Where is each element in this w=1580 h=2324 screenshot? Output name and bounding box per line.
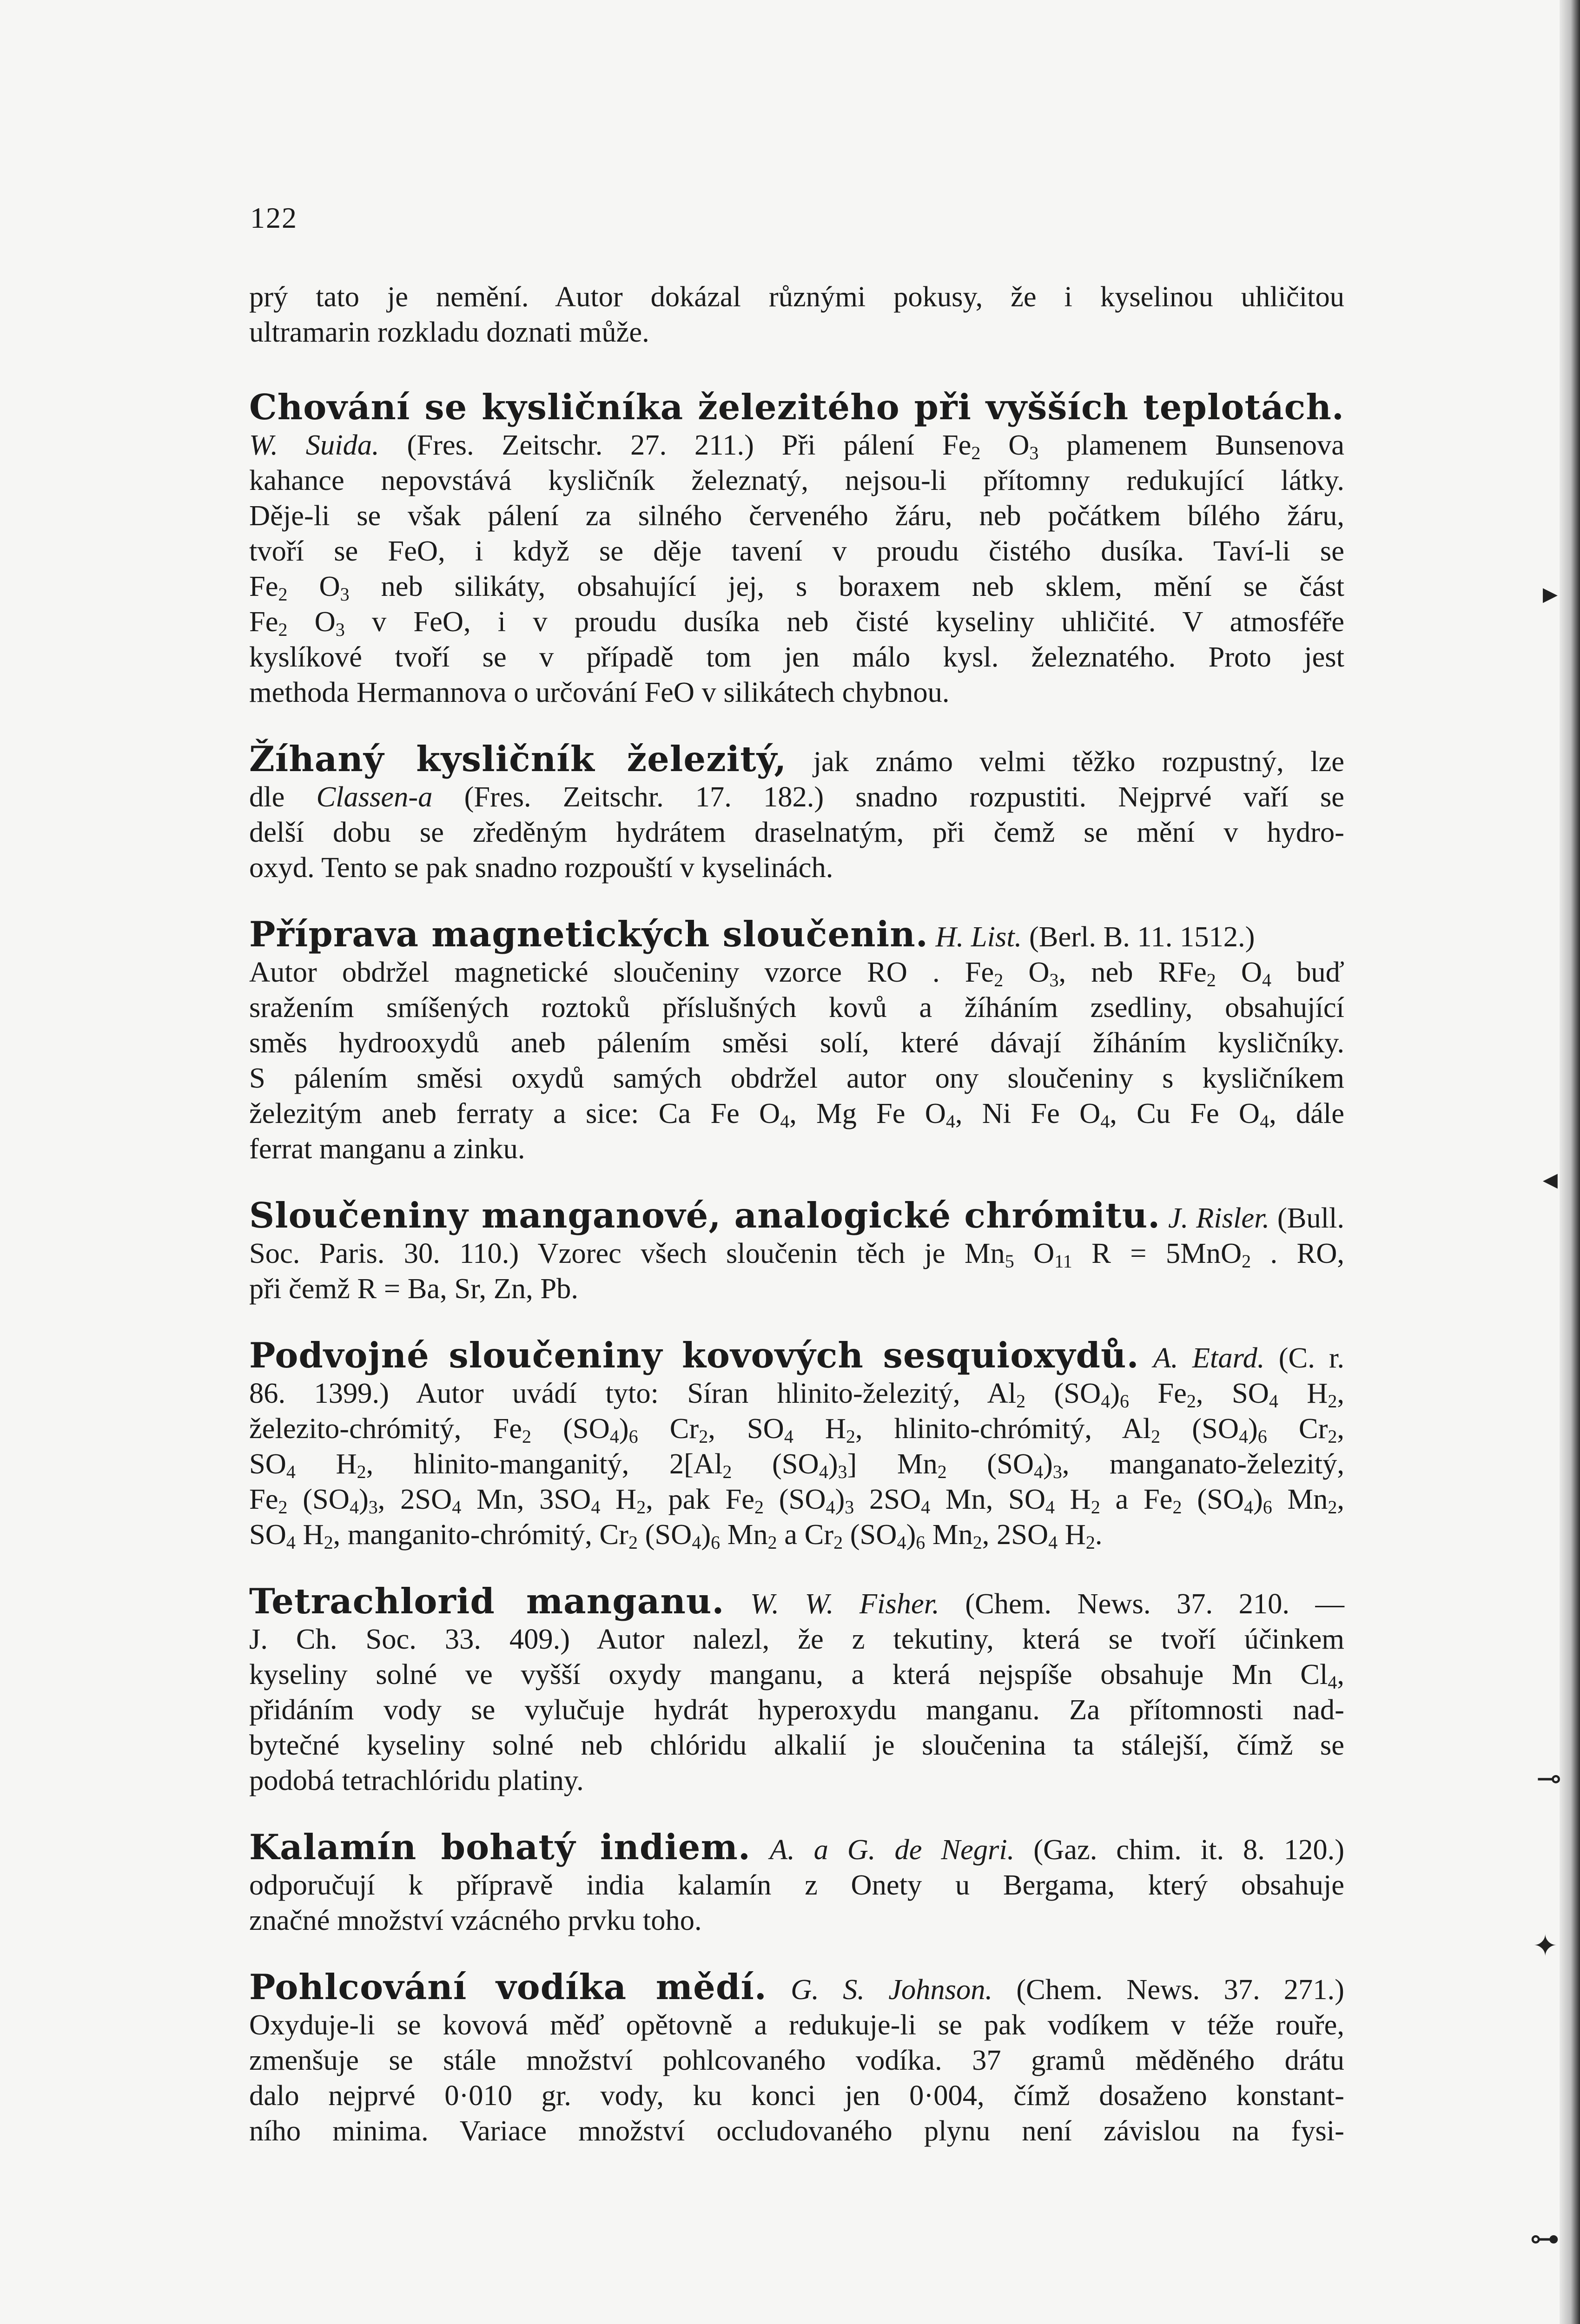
- text-line: kyseliny solné ve vyšší oxydy manganu, a která nejspíše obsahuje Mn $Cl_4$,: [249, 1658, 1344, 1693]
- text-line: prý tato je nemění. Autor dokázal různými pokusy, že i kyselinou uhličitou: [249, 280, 1344, 313]
- text-line: dle Classen-a (Fres. Zeitschr. 17. 182.) snadno rozpustiti. Nejprvé vaří se: [249, 780, 1345, 813]
- heading-line: Kalamín bohatý indiem. A. a G. de Negri. (Gaz. chim. it. 8. 120.): [249, 1827, 1345, 1868]
- text-line: železito-chrómitý, $Fe_2$ $(SO_4)_6$ $Cr_2$, $SO_4$ $H_2$, hlinito-chrómitý, $Al_2$ $(SO_4)_6$ $Cr_2$,: [249, 1412, 1345, 1447]
- text-line: směs hydrooxydů aneb pálením směsi solí, které dávají žíháním kysličníky.: [249, 1026, 1344, 1059]
- text-line: $Fe_2$ $O_3$ v FeO, i v proudu dusíka neb čisté kyseliny uhličité. V atmosféře: [249, 605, 1345, 640]
- text-line: podobá tetrachlóridu platiny.: [249, 1764, 584, 1796]
- section-heading: Pohlcování vodíka mědí.: [249, 1967, 767, 2007]
- text-line: odporučují k přípravě india kalamín z Onety u Bergama, který obsahuje: [249, 1868, 1344, 1901]
- author-name: A. a G. de Negri.: [769, 1833, 1015, 1866]
- text-line: Děje-li se však pálení za silného červeného žáru, neb počátkem bílého žáru,: [249, 499, 1344, 532]
- text-line: bytečné kyseliny solné neb chlóridu alkalií je sloučenina ta stálejší, čímž se: [249, 1729, 1344, 1761]
- section-heading: Sloučeniny manganové, analogické chrómitu.: [249, 1195, 1161, 1236]
- section-indium-rich-calamine: [249, 1829, 1344, 1938]
- edge-mark-3: ⊸: [1536, 1762, 1561, 1796]
- text-line: J. Ch. Soc. 33. 409.) Autor nalezl, že z tekutiny, která se tvoří účinkem: [249, 1623, 1344, 1655]
- text-line: při čemž R = Ba, Sr, Zn, Pb.: [249, 1272, 579, 1305]
- edge-mark-2: ◂: [1542, 1162, 1558, 1196]
- author-name: G. S. Johnson.: [791, 1973, 993, 2006]
- text-line: ferrat manganu a zinku.: [249, 1132, 525, 1165]
- text-line: ultramarin rozkladu doznati může.: [249, 316, 649, 348]
- text-line: ního minima. Variace množství occludovaného plynu není závislou na fysi-: [249, 2114, 1344, 2147]
- section-heading: Příprava magnetických sloučenin.: [249, 914, 928, 955]
- text-line: značné množství vzácného prvku toho.: [249, 1904, 702, 1936]
- heading-line: Příprava magnetických sloučenin. H. List. (Berl. B. 11. 1512.): [249, 914, 1255, 955]
- author-name: W. Suida.: [249, 429, 379, 461]
- edge-mark-1: ▸: [1542, 576, 1558, 611]
- section-heading: Chování se kysličníka železitého při vyšších teplotách.: [249, 387, 1344, 428]
- text-line: kyslíkové tvoří se v případě tom jen málo kysl. železnatého. Proto jest: [249, 640, 1344, 673]
- author-name: A. Etard.: [1153, 1341, 1265, 1374]
- heading-line: Podvojné sloučeniny kovových sesquioxydů. A. Etard. (C. r.: [249, 1335, 1344, 1376]
- text-line: zmenšuje se stále množství pohlcovaného vodíka. 37 gramů měděného drátu: [249, 2044, 1344, 2076]
- text-line: $Fe_2$ $(SO_4)_3$, $2SO_4$ Mn, $3SO_4$ $H_2$, pak $Fe_2$ $(SO_4)_3$ $2SO_4$ Mn, $SO_4$ $H_2$ a $Fe_2$ $(SO_4)_6$ $Mn_2$,: [249, 1483, 1344, 1518]
- section-double-sesquioxide-compounds: [249, 1335, 1345, 1553]
- text-line: 86. 1399.) Autor uvádí tyto: Síran hlinito-železitý, $Al_2$ $(SO_4)_6$ $Fe_2$, $SO_4$ $H_2$,: [249, 1377, 1344, 1412]
- section-heading: Kalamín bohatý indiem.: [249, 1827, 751, 1868]
- continued-paragraph: [249, 279, 1344, 350]
- text-line: $Fe_2$ $O_3$ neb silikáty, obsahující jej, s boraxem neb sklem, mění se část: [249, 570, 1344, 605]
- section-magnetic-compounds: [249, 914, 1345, 1166]
- section-heading: Podvojné sloučeniny kovových sesquioxydů.: [249, 1335, 1139, 1376]
- section-heading: Tetrachlorid manganu.: [249, 1581, 725, 1622]
- author-name: W. W. Fisher.: [750, 1587, 939, 1620]
- heading-line: Pohlcování vodíka mědí. G. S. Johnson. (Chem. News. 37. 271.): [249, 1967, 1344, 2007]
- section-heading: Žíhaný kysličník železitý,: [249, 739, 787, 779]
- text-line: tvoří se FeO, i když se děje tavení v proudu čistého dusíka. Taví-li se: [249, 535, 1344, 567]
- text-line: $SO_4$ $H_2$, manganito-chrómitý, $Cr_2$ $(SO_4)_6$ $Mn_2$ a $Cr_2$ $(SO_4)_6$ $Mn_2$, $2SO_4$ $H_2$.: [249, 1518, 1103, 1553]
- text-line: dalo nejprvé 0·010 gr. vody, ku konci jen 0·004, čímž dosaženo konstant-: [249, 2079, 1344, 2112]
- text-line: Oxyduje-li se kovová měď opětovně a redukuje-li se pak vodíkem v téže rouře,: [249, 2008, 1344, 2041]
- heading-line: Sloučeniny manganové, analogické chrómitu. J. Risler. (Bull.: [249, 1195, 1345, 1236]
- section-manganese-chromite-analogues: [249, 1195, 1345, 1306]
- author-name: Classen-a: [316, 780, 433, 813]
- author-name: J. Risler.: [1168, 1202, 1270, 1234]
- page-number: 122: [250, 201, 297, 234]
- section-manganese-tetrachloride: [249, 1581, 1344, 1798]
- section-hematite-heating: [249, 387, 1345, 710]
- edge-mark-4: ✦: [1533, 1929, 1558, 1963]
- text-line: kahance nepovstává kysličník železnatý, nejsou-li přítomny redukující látky.: [249, 464, 1344, 496]
- section-hydrogen-absorption-copper: [249, 1969, 1344, 2148]
- text-line: oxyd. Tento se pak snadno rozpouští v kyselinách.: [249, 851, 833, 884]
- text-line: $SO_4$ $H_2$, hlinito-manganitý, $2[Al_2$ $(SO_4)_3$] $Mn_2$ $(SO_4)_3$, manganato-železitý,: [249, 1447, 1344, 1482]
- text-line: sražením smíšených roztoků příslušných kovů a žíháním zsedliny, obsahující: [249, 991, 1344, 1023]
- text-line: W. Suida. (Fres. Zeitschr. 27. 211.) Při pálení $Fe_2$ $O_3$ plamenem Bunsenova: [249, 429, 1344, 463]
- text-line: Soc. Paris. 30. 110.) Vzorec všech sloučenin těch je $Mn_5$ $O_{11}$ R = 5MnO$_2$ . RO,: [249, 1237, 1344, 1272]
- edge-mark-5: ⊶: [1530, 2222, 1560, 2256]
- text-line: Autor obdržel magnetické sloučeniny vzorce RO . $Fe_2$ $O_3$, neb RFe$_2$ $O_4$ buď: [249, 956, 1345, 990]
- text-line: methoda Hermannova o určování FeO v silikátech chybnou.: [249, 676, 950, 708]
- section-ignited-ferric-oxide: [249, 741, 1344, 885]
- page-body: [249, 279, 1344, 2148]
- heading-line: Tetrachlorid manganu. W. W. Fisher. (Chem. News. 37. 210. —: [249, 1581, 1344, 1622]
- text-line: S pálením směsi oxydů samých obdržel autor ony sloučeniny s kysličníkem: [249, 1062, 1344, 1094]
- scan-page-edge: [1560, 0, 1580, 2324]
- text-line: delší dobu se zředěným hydrátem draselnatým, při čemž se mění v hydro-: [249, 816, 1344, 848]
- text-line: Žíhaný kysličník železitý, jak známo velmi těžko rozpustný, lze: [249, 739, 1345, 779]
- author-name: H. List.: [935, 920, 1022, 953]
- text-line: přidáním vody se vylučuje hydrát hyperoxydu manganu. Za přítomnosti nad-: [249, 1693, 1344, 1726]
- text-line: železitým aneb ferraty a sice: Ca Fe $O_4$, Mg Fe $O_4$, Ni Fe $O_4$, Cu Fe $O_4$, dále: [249, 1097, 1344, 1132]
